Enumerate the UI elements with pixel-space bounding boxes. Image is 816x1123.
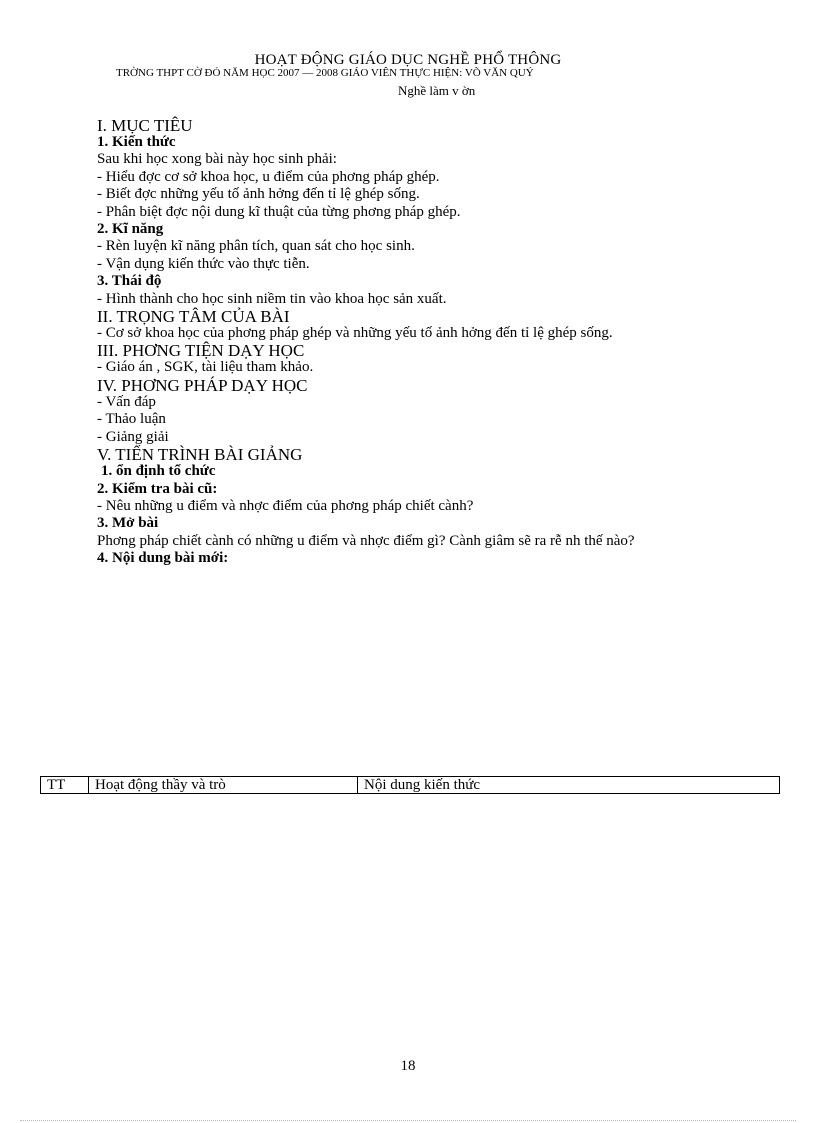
table-header-cell: TT [41,777,89,793]
materials-text: - Giáo án , SGK, tài liệu tham khảo. [97,359,314,376]
knowledge-line: - Hiểu đợc cơ sở khoa học, u điểm của phơng pháp ghép. [97,168,440,185]
section-attitude-heading: 3. Thái độ [97,273,162,290]
attitude-line: - Hình thành cho học sinh niềm tin vào khoa học sản xuất. [97,290,447,307]
page-header-title: HOẠT ĐỘNG GIÁO DỤC NGHỀ PHỔ THÔNG [254,52,562,68]
methods-line: - Vấn đáp [97,393,156,410]
section-methods-title: IV. PHƠNG PHÁP DẠY HỌC [97,375,308,395]
page-number: 18 [400,1058,416,1074]
table-header-cell: Hoạt động thầy và trò [89,777,358,793]
lesson-content [97,117,737,568]
page-header-subtitle: TRỜNG THPT CỜ ĐỎ NĂM HỌC 2007 — 2008 GIÁO VIÊN THỰC HIỆN: VÕ VĂN QUÝ [116,67,534,79]
page-header-subject: Nghề làm v ờn [398,83,476,98]
methods-line: - Thảo luận [97,411,166,428]
section-materials-title: III. PHƠNG TIỆN DẠY HỌC [97,341,305,361]
intro-text: Phơng pháp chiết cành có những u điểm và nhợc điểm gì? Cành giâm sẽ ra rễ nh thế nào? [97,532,635,549]
skills-line: - Rèn luyện kĩ năng phân tích, quan sát cho học sinh. [97,238,415,255]
section-objectives-title: I. MỤC TIÊU [97,116,193,135]
section-process-title: V. TIẾN TRÌNH BÀI GIẢNG [97,445,303,465]
knowledge-line: - Phân biệt đợc nội dung kĩ thuật của từng phơng pháp ghép. [97,203,461,220]
process-step-intro-heading: 3. Mở bài [97,515,159,532]
lesson-table-header-row [40,776,780,794]
knowledge-line: Sau khi học xong bài này học sinh phải: [97,151,337,168]
knowledge-line: - Biết đợc những yếu tố ảnh hởng đến tỉ lệ ghép sống. [97,186,420,203]
process-step-new-content-heading: 4. Nội dung bài mới: [97,550,229,567]
section-focus-title: II. TRỌNG TÂM CỦA BÀI [97,307,290,327]
process-step-organize: 1. ổn định tổ chức [101,463,216,480]
review-question: - Nêu những u điểm và nhợc điểm của phơng pháp chiết cành? [97,497,474,514]
methods-line: - Giảng giải [97,428,169,445]
section-skills-heading: 2. Kĩ năng [97,221,164,238]
section-knowledge-heading: 1. Kiến thức [97,134,176,150]
process-step-review-heading: 2. Kiểm tra bài cũ: [97,480,218,497]
table-header-cell: Nội dung kiến thức [364,777,481,793]
page-bottom-divider [20,1120,796,1121]
focus-text: - Cơ sở khoa học của phơng pháp ghép và những yếu tố ảnh hởng đến tỉ lệ ghép sống. [97,325,613,342]
skills-line: - Vận dụng kiến thức vào thực tiễn. [97,255,310,272]
